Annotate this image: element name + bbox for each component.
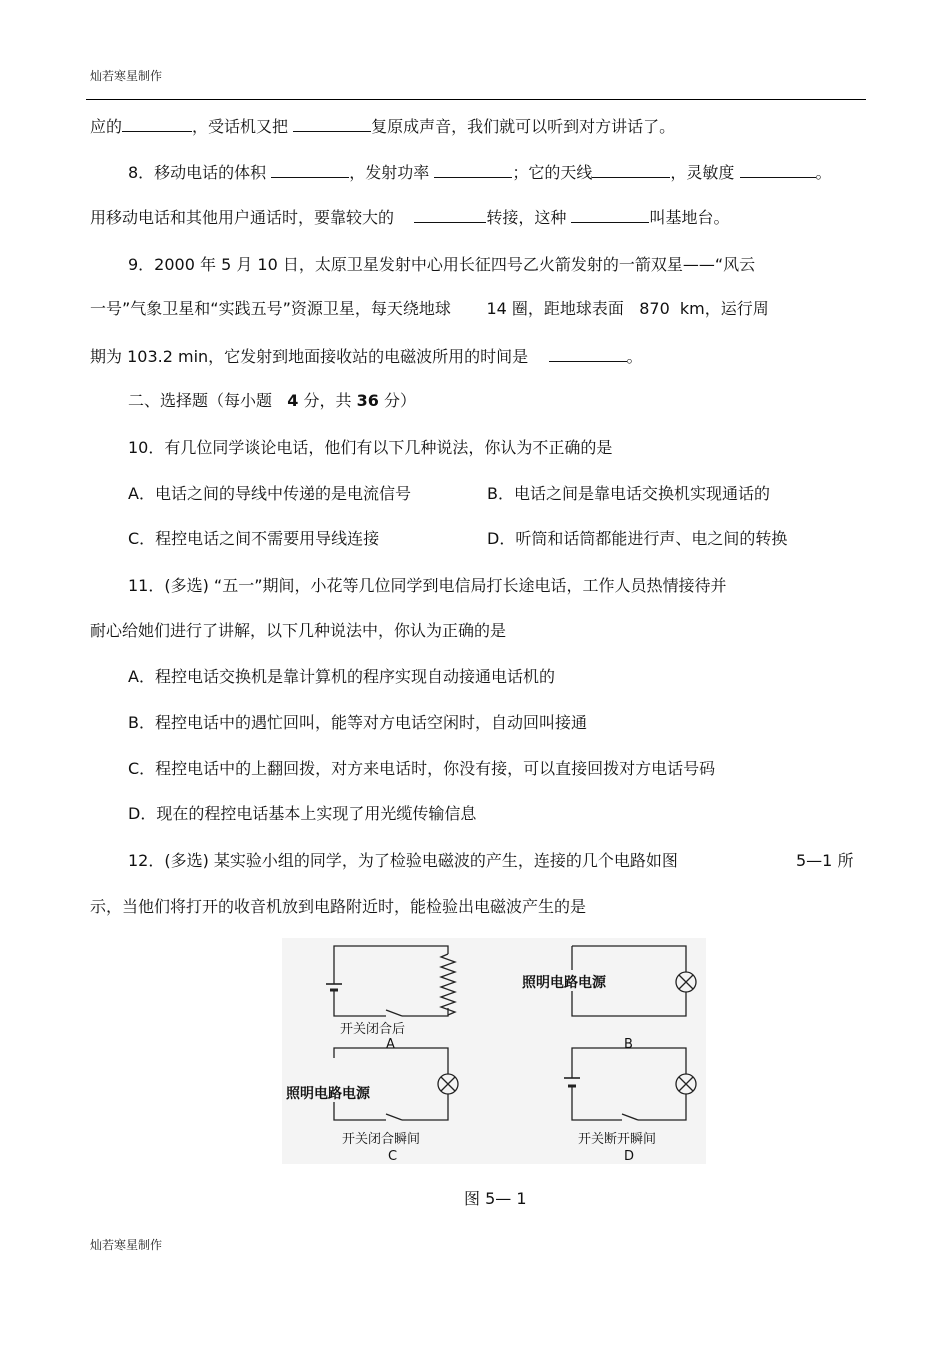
question-9-line-2: 一号”气象卫星和“实践五号”资源卫星，每天绕地球 14 圈，距地球表面 870 km，运行周 xyxy=(90,299,769,318)
circuit-figure xyxy=(282,938,706,1164)
question-8-line-2: 用移动电话和其他用户通话时，要靠较大的 转接，这种 叫基地台。 xyxy=(90,208,730,227)
question-10-option-c: C．程控电话之间不需要用导线连接 xyxy=(128,529,380,548)
question-10-option-a: A．电话之间的导线中传递的是电流信号 xyxy=(128,484,411,503)
question-9-line-1: 9．2000 年 5 月 10 日，太原卫星发射中心用长征四号乙火箭发射的一箭双星——“风云 xyxy=(128,255,756,274)
page-footer: 灿若寒星制作 xyxy=(90,1238,163,1252)
figure-caption: 图 5— 1 xyxy=(464,1189,527,1208)
question-11-option-c: C．程控电话中的上翻回拨，对方来电话时，你没有接，可以直接回拨对方电话号码 xyxy=(128,759,716,778)
header-rule xyxy=(86,99,866,100)
label-b-source: 照明电路电源 xyxy=(522,975,606,991)
question-12-figure-ref: 5—1 所 xyxy=(796,851,854,870)
line-1: 应的 ，受话机又把 复原成声音，我们就可以听到对方讲话了。 xyxy=(90,117,676,136)
label-c: C xyxy=(388,1149,398,1164)
question-11-option-a: A．程控电话交换机是靠计算机的程序实现自动接通电话机的 xyxy=(128,667,555,686)
question-10-option-b: B．电话之间是靠电话交换机实现通话的 xyxy=(487,484,770,503)
question-11-option-d: D．现在的程控电话基本上实现了用光缆传输信息 xyxy=(128,804,477,823)
label-a: A xyxy=(386,1037,395,1052)
label-d: D xyxy=(624,1149,635,1164)
circuit-diagram xyxy=(282,938,706,1164)
question-12-line-1: 12．(多选) 某实验小组的同学，为了检验电磁波的产生，连接的几个电路如图 xyxy=(128,851,678,870)
question-12-line-2: 示，当他们将打开的收音机放到电路附近时，能检验出电磁波产生的是 xyxy=(90,897,587,916)
label-c-note: 开关闭合瞬间 xyxy=(342,1132,421,1147)
page-header: 灿若寒星制作 xyxy=(90,69,163,83)
section-2-heading: 二、选择题（每小题 4 分，共 36 分） xyxy=(128,391,416,410)
label-d-note: 开关断开瞬间 xyxy=(578,1132,657,1147)
question-10: 10．有几位同学谈论电话，他们有以下几种说法，你认为不正确的是 xyxy=(128,438,613,457)
label-a-note: 开关闭合后 xyxy=(340,1022,406,1037)
question-11-option-b: B．程控电话中的遇忙回叫，能等对方电话空闲时，自动回叫接通 xyxy=(128,713,587,732)
question-11-line-1: 11．(多选) “五一”期间，小花等几位同学到电信局打长途电话，工作人员热情接待并 xyxy=(128,576,727,595)
question-11-line-2: 耐心给她们进行了讲解，以下几种说法中，你认为正确的是 xyxy=(90,621,507,640)
question-9-line-3: 期为 103.2 min，它发射到地面接收站的电磁波所用的时间是 。 xyxy=(90,347,643,366)
label-c-source: 照明电路电源 xyxy=(286,1086,370,1102)
label-b: B xyxy=(624,1037,633,1052)
question-10-option-d: D．听筒和话筒都能进行声、电之间的转换 xyxy=(487,529,788,548)
question-8-line-1: 8．移动电话的体积 ，发射功率 ；它的天线 ，灵敏度 。 xyxy=(128,163,832,182)
